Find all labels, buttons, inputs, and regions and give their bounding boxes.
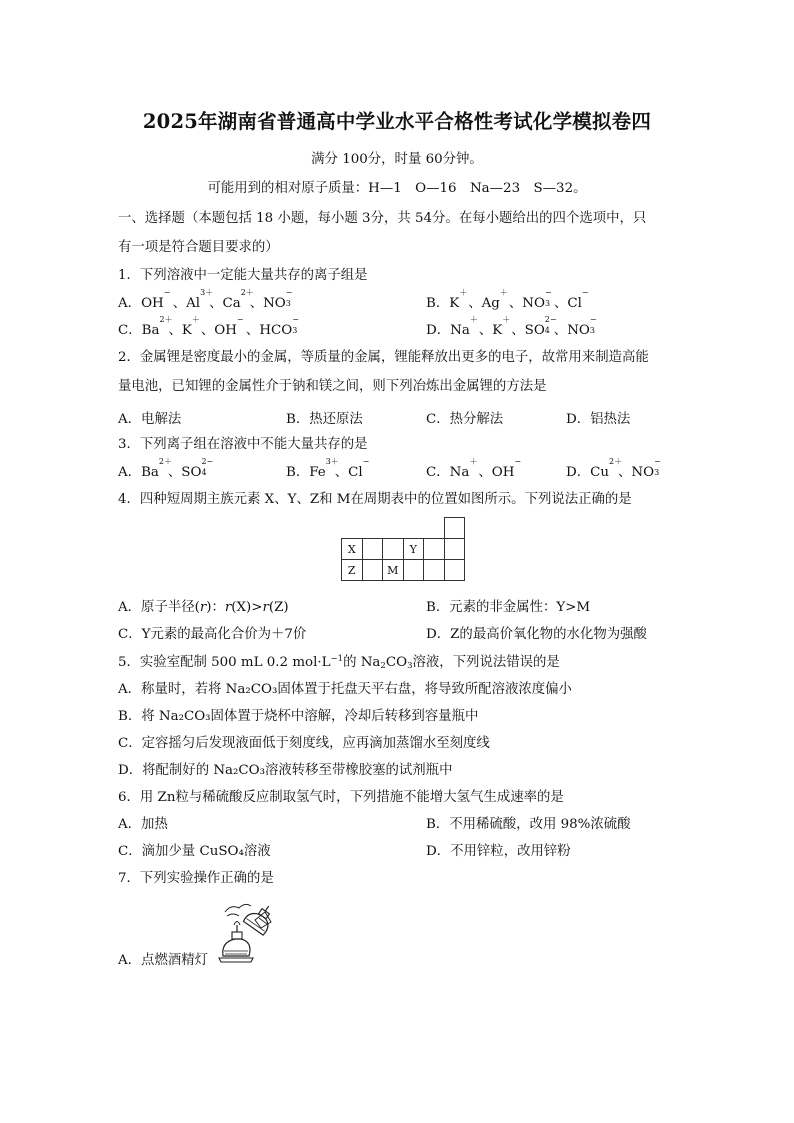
q1-option-a: A．OH − 、Al 3＋ 、Ca 2＋ 、NO − 3 [118, 288, 293, 311]
q6-option-b: B．不用稀硫酸，改用 98%浓硫酸 [426, 817, 631, 832]
q2-stem-line2: 量电池，已知锂的金属性介于钠和镁之间，则下列冶炼出金属锂的方法是 [118, 379, 547, 394]
q6-option-a: A．加热 [118, 817, 168, 832]
exam-title: 2025年湖南省普通高中学业水平合格性考试化学模拟卷四 [142, 110, 652, 133]
table-cell-x: X [342, 539, 363, 560]
alcohol-lamp-illustration [215, 898, 277, 968]
q4-option-c: C．Y元素的最高化合价为＋7价 [118, 627, 307, 642]
q5-stem: 5．实验室配制 500 mL 0.2 $mol\cdot L^{-1}$的 $Na_2CO_3$溶液，下列说法错误的是 [118, 654, 560, 671]
table-cell-m: M [383, 560, 404, 581]
table-cell-z: Z [342, 560, 363, 581]
q5-option-a: A．称量时，若将 Na₂CO₃固体置于托盘天平右盘，将导致所配溶液浓度偏小 [118, 682, 572, 697]
exam-subtitle: 满分 100分，时量 60分钟。 [311, 152, 483, 167]
table-cell [444, 518, 465, 539]
table-cell [444, 560, 465, 581]
q5-option-c: C．定容摇匀后发现液面低于刻度线，应再滴加蒸馏水至刻度线 [118, 736, 490, 751]
q1-option-c: C．Ba 2＋ 、K ＋ 、OH − 、HCO − 3 [118, 315, 299, 338]
q2-option-b: B．热还原法 [286, 412, 363, 427]
table-cell-y: Y [403, 539, 424, 560]
table-cell [444, 539, 465, 560]
table-cell [403, 560, 424, 581]
q3-option-d: D．Cu 2＋ 、NO − 3 [566, 457, 661, 480]
q6-option-d: D．不用锌粒，改用锌粉 [426, 844, 571, 859]
table-cell [424, 539, 445, 560]
q1-stem: 1．下列溶液中一定能大量共存的离子组是 [118, 268, 368, 283]
q6-option-c: C．滴加少量 CuSO₄溶液 [118, 844, 271, 859]
q1-option-b: B．K ＋ 、Ag ＋ 、NO − 3 、Cl − [426, 288, 589, 311]
q2-stem-line1: 2．金属锂是密度最小的金属，等质量的金属，锂能释放出更多的电子，故常用来制造高能 [118, 350, 649, 365]
q7-option-a: A．点燃酒精灯 [118, 953, 209, 968]
periodic-table-diagram [341, 517, 465, 581]
q4-option-b: B．元素的非金属性：Y>M [426, 600, 591, 615]
table-cell [362, 539, 383, 560]
q3-option-b: B．Fe 3＋ 、Cl − [286, 457, 370, 480]
table-cell [362, 560, 383, 581]
q5-option-d: D．将配制好的 Na₂CO₃溶液转移至带橡胶塞的试剂瓶中 [118, 763, 453, 778]
q2-option-a: A．电解法 [118, 412, 182, 427]
q2-option-d: D．铝热法 [566, 412, 631, 427]
q4-option-a: A．原子半径(r)：r(X)>r(Z) [118, 600, 289, 615]
q3-option-a: A．Ba 2＋ 、SO 2− 4 [118, 457, 214, 480]
section-heading-line2: 有一项是符合题目要求的） [118, 240, 279, 255]
q1-option-d: D．Na ＋ 、K ＋ 、SO 2− 4 、NO − 3 [426, 315, 597, 338]
section-heading-line1: 一、选择题（本题包括 18 小题，每小题 3分，共 54分。在每小题给出的四个选项中，只 [118, 211, 647, 226]
q3-option-c: C．Na ＋ 、OH − [426, 457, 522, 480]
atomic-masses: 可能用到的相对原子质量：H—1 O—16 Na—23 S—32。 [207, 181, 587, 196]
q2-option-c: C．热分解法 [426, 412, 504, 427]
q4-option-d: D．Z的最高价氧化物的水化物为强酸 [426, 627, 647, 642]
table-cell [424, 560, 445, 581]
q5-option-b: B．将 Na₂CO₃固体置于烧杯中溶解，冷却后转移到容量瓶中 [118, 709, 479, 724]
q4-stem: 4．四种短周期主族元素 X、Y、Z和 M在周期表中的位置如图所示。下列说法正确的是 [118, 492, 632, 507]
q6-stem: 6．用 Zn粒与稀硫酸反应制取氢气时，下列措施不能增大氢气生成速率的是 [118, 790, 564, 805]
table-cell [383, 539, 404, 560]
q3-stem: 3．下列离子组在溶液中不能大量共存的是 [118, 437, 368, 452]
q7-stem: 7．下列实验操作正确的是 [118, 871, 274, 886]
